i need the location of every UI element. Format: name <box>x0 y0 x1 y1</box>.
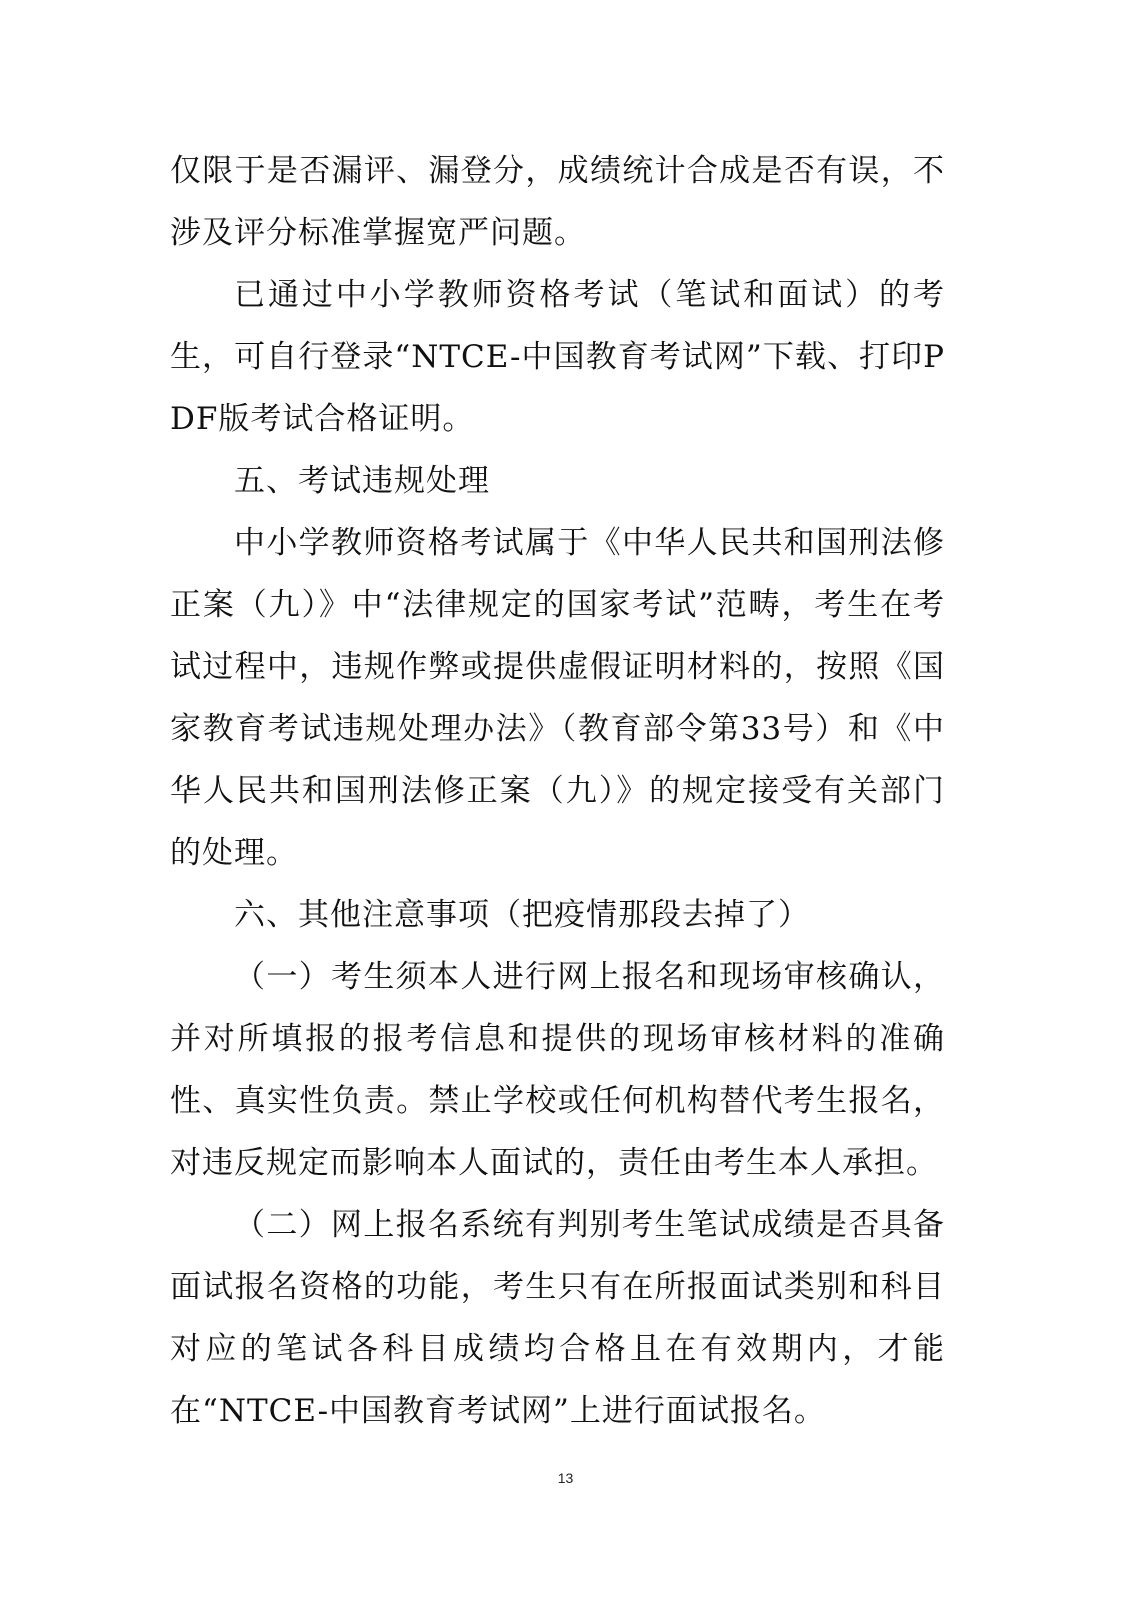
paragraph-violation-handling: 中小学教师资格考试属于《中华人民共和国刑法修正案（九）》中“法律规定的国家考试”范畴，考生在考试过程中，违规作弊或提供虚假证明材料的，按照《国家教育考试违规处理办法》（教育部令第33号）和《中华人民共和国刑法修正案（九）》的规定接受有关部门的处理。 <box>170 525 945 871</box>
paragraph-note-one: （一）考生须本人进行网上报名和现场审核确认，并对所填报的报考信息和提供的现场审核材料的准确性、真实性负责。禁止学校或任何机构替代考生报名，对违反规定而影响本人面试的，责任由考生本人承担。 <box>170 959 945 1181</box>
document-body <box>170 140 945 1442</box>
page-number: 13 <box>557 1470 574 1486</box>
section-heading-violations: 五、考试违规处理 <box>234 463 490 499</box>
section-heading-other-notes: 六、其他注意事项（把疫情那段去掉了） <box>234 897 810 933</box>
paragraph-note-two: （二）网上报名系统有判别考生笔试成绩是否具备面试报名资格的功能，考生只有在所报面试类别和科目对应的笔试各科目成绩均合格且在有效期内，才能在“NTCE-中国教育考试网”上进行面试报名。 <box>170 1207 945 1429</box>
paragraph-review-scope: 仅限于是否漏评、漏登分，成绩统计合成是否有误，不涉及评分标准掌握宽严问题。 <box>170 153 945 251</box>
paragraph-certificate-download: 已通过中小学教师资格考试（笔试和面试）的考生，可自行登录“NTCE-中国教育考试网”下载、打印PDF版考试合格证明。 <box>170 277 945 437</box>
